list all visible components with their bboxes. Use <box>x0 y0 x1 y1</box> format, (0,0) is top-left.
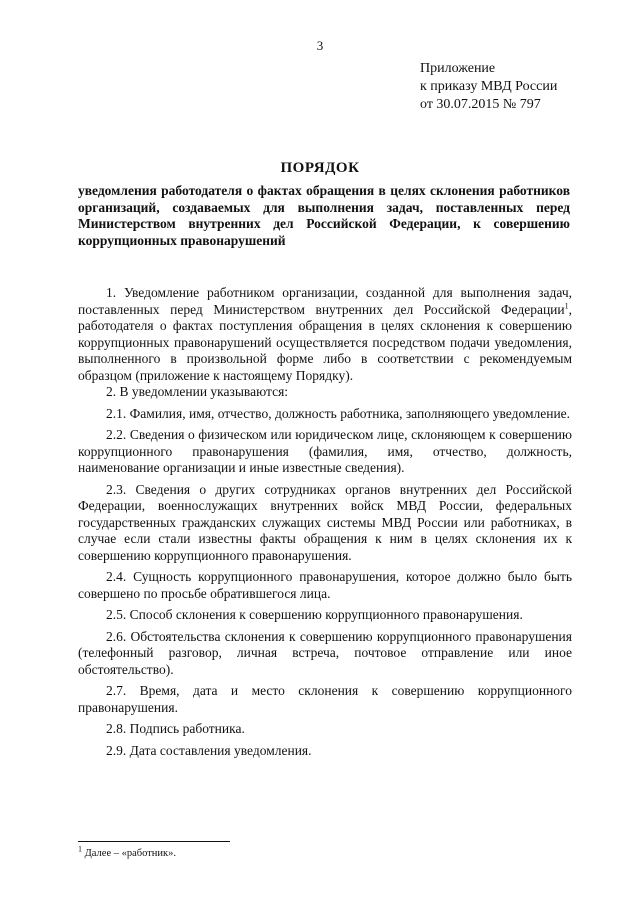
paragraph-2-5: 2.5. Способ склонения к совершению коррупционного правонарушения. <box>106 607 523 622</box>
paragraph-2: 2. В уведомлении указываются: <box>106 384 289 399</box>
appendix-reference <box>420 60 557 114</box>
footnote <box>78 844 177 859</box>
footnote-mark: 1 <box>78 844 82 854</box>
document-body <box>78 285 572 759</box>
paragraph-2-7: 2.7. Время, дата и место склонения к совершению коррупционного правонарушения. <box>78 683 572 715</box>
paragraph-2-4: 2.4. Сущность коррупционного правонарушения, которое должно было быть совершено по просьбе обратившегося лица. <box>78 569 572 601</box>
document-subtitle: уведомления работодателя о фактах обращения в целях склонения работников организаций, создаваемых для выполнения задач, поставленных перед Министерством внутренних дел Российской Федерации, к совершению коррупционных правонарушений <box>78 183 570 248</box>
footnote-text: Далее – «работник». <box>84 848 177 859</box>
paragraph-1 <box>78 285 572 384</box>
document-title: ПОРЯДОК <box>280 160 360 176</box>
paragraph-2-8: 2.8. Подпись работника. <box>106 721 245 736</box>
paragraph-2-6: 2.6. Обстоятельства склонения к совершению коррупционного правонарушения (телефонный разговор, личная встреча, почтовое отправление или иное обстоятельство). <box>78 628 572 677</box>
footnote-divider <box>78 841 230 842</box>
paragraph-1-text-a: 1. Уведомление работником организации, созданной для выполнения задач, поставленных перед Министерством внутренних дел Российской Федерации <box>78 285 572 317</box>
paragraph-2-2: 2.2. Сведения о физическом или юридическом лице, склоняющем к совершению коррупционного правонарушения (фамилия, имя, отчество, должность, наименование организации и иные известные сведения). <box>78 427 572 475</box>
appendix-date: от 30.07.2015 № 797 <box>420 97 541 112</box>
appendix-order: к приказу МВД России <box>420 79 558 94</box>
footnote-reference: 1 <box>564 301 569 310</box>
paragraph-2-3: 2.3. Сведения о других сотрудниках органов внутренних дел Российской Федерации, военнослужащих внутренних войск МВД России, федеральных государственных гражданских служащих системы МВД России или работниках, в случае если стали известны факты обращения к ним в целях склонения их к совершению коррупционного правонарушения. <box>78 481 572 563</box>
paragraph-2-9: 2.9. Дата составления уведомления. <box>106 742 312 758</box>
paragraph-2-1: 2.1. Фамилия, имя, отчество, должность работника, заполняющего уведомление. <box>106 405 571 421</box>
paragraph-1-text-b: , работодателя о фактах поступления обращения в целях склонения к совершению коррупционных правонарушений осуществляется посредством подачи уведомления, выполненного в произвольной форме либо в соответствии с рекомендуемым образцом (приложение к настоящему Порядку). <box>78 301 572 383</box>
page-number: 3 <box>316 38 324 53</box>
appendix-label: Приложение <box>420 61 496 76</box>
